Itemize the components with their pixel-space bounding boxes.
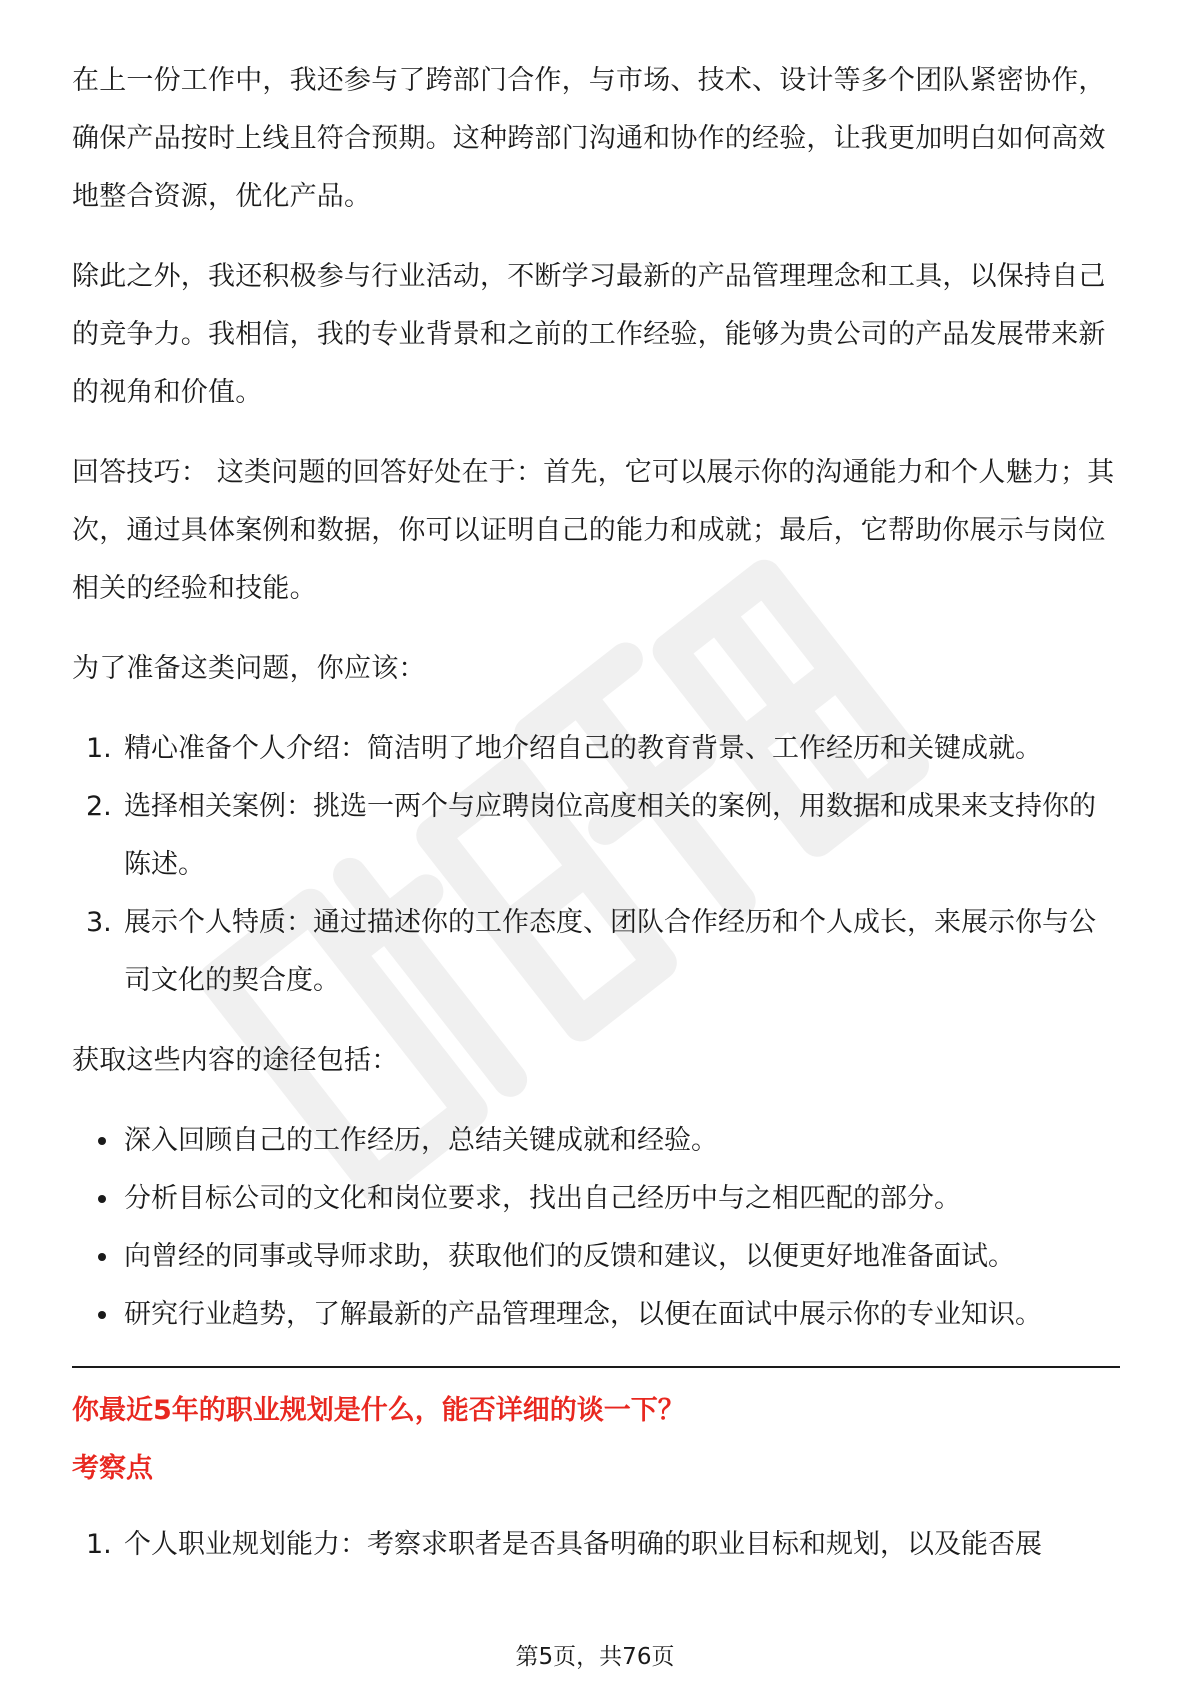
list-number: 3.	[86, 907, 112, 938]
source-list	[72, 1112, 1120, 1344]
paragraph-sources-intro: 获取这些内容的途径包括：	[72, 1045, 399, 1076]
document-page	[72, 52, 1120, 1596]
list-item	[72, 1286, 1120, 1344]
list-item-text: 展示个人特质：通过描述你的工作态度、团队合作经历和个人成长，来展示你与公司文化的契合度。	[124, 907, 1096, 996]
list-item-text: 精心准备个人介绍：简洁明了地介绍自己的教育背景、工作经历和关键成就。	[124, 733, 1042, 764]
paragraph-answer-tips: 回答技巧： 这类问题的回答好处在于：首先，它可以展示你的沟通能力和个人魅力；其次，通过具体案例和数据，你可以证明自己的能力和成就；最后，它帮助你展示与岗位相关的经验和技能。	[72, 457, 1115, 604]
list-item	[72, 1228, 1120, 1286]
paragraph-prep-intro: 为了准备这类问题，你应该：	[72, 653, 426, 684]
list-number: 1.	[86, 1529, 112, 1560]
list-item	[72, 778, 1120, 894]
list-item	[72, 1170, 1120, 1228]
bullet-icon	[98, 1311, 106, 1319]
list-item-text: 选择相关案例：挑选一两个与应聘岗位高度相关的案例，用数据和成果来支持你的陈述。	[124, 791, 1096, 880]
question-title: 你最近5年的职业规划是什么，能否详细的谈一下？	[72, 1395, 685, 1426]
bullet-icon	[98, 1253, 106, 1261]
list-item-text: 向曾经的同事或导师求助，获取他们的反馈和建议，以便更好地准备面试。	[124, 1241, 1015, 1272]
list-item	[72, 720, 1120, 778]
list-item-text: 个人职业规划能力：考察求职者是否具备明确的职业目标和规划，以及能否展	[124, 1529, 1042, 1560]
list-item	[72, 1516, 1120, 1574]
list-item	[72, 1112, 1120, 1170]
list-item-text: 深入回顾自己的工作经历，总结关键成就和经验。	[124, 1125, 718, 1156]
bullet-icon	[98, 1195, 106, 1203]
list-item-text: 分析目标公司的文化和岗位要求，找出自己经历中与之相匹配的部分。	[124, 1183, 961, 1214]
assessment-points-label: 考察点	[72, 1453, 153, 1484]
section-divider	[72, 1366, 1120, 1368]
list-number: 1.	[86, 733, 112, 764]
assessment-list	[72, 1516, 1120, 1574]
list-item	[72, 894, 1120, 1010]
paragraph-industry-activities: 除此之外，我还积极参与行业活动，不断学习最新的产品管理理念和工具，以保持自己的竞争力。我相信，我的专业背景和之前的工作经验，能够为贵公司的产品发展带来新的视角和价值。	[72, 261, 1106, 408]
list-number: 2.	[86, 791, 112, 822]
paragraph-cross-team: 在上一份工作中，我还参与了跨部门合作，与市场、技术、设计等多个团队紧密协作，确保产品按时上线且符合预期。这种跨部门沟通和协作的经验，让我更加明白如何高效地整合资源，优化产品。	[72, 65, 1106, 212]
page-footer: 第5页，共76页	[515, 1644, 675, 1670]
bullet-icon	[98, 1137, 106, 1145]
prep-list	[72, 720, 1120, 1010]
list-item-text: 研究行业趋势，了解最新的产品管理理念，以便在面试中展示你的专业知识。	[124, 1299, 1042, 1330]
